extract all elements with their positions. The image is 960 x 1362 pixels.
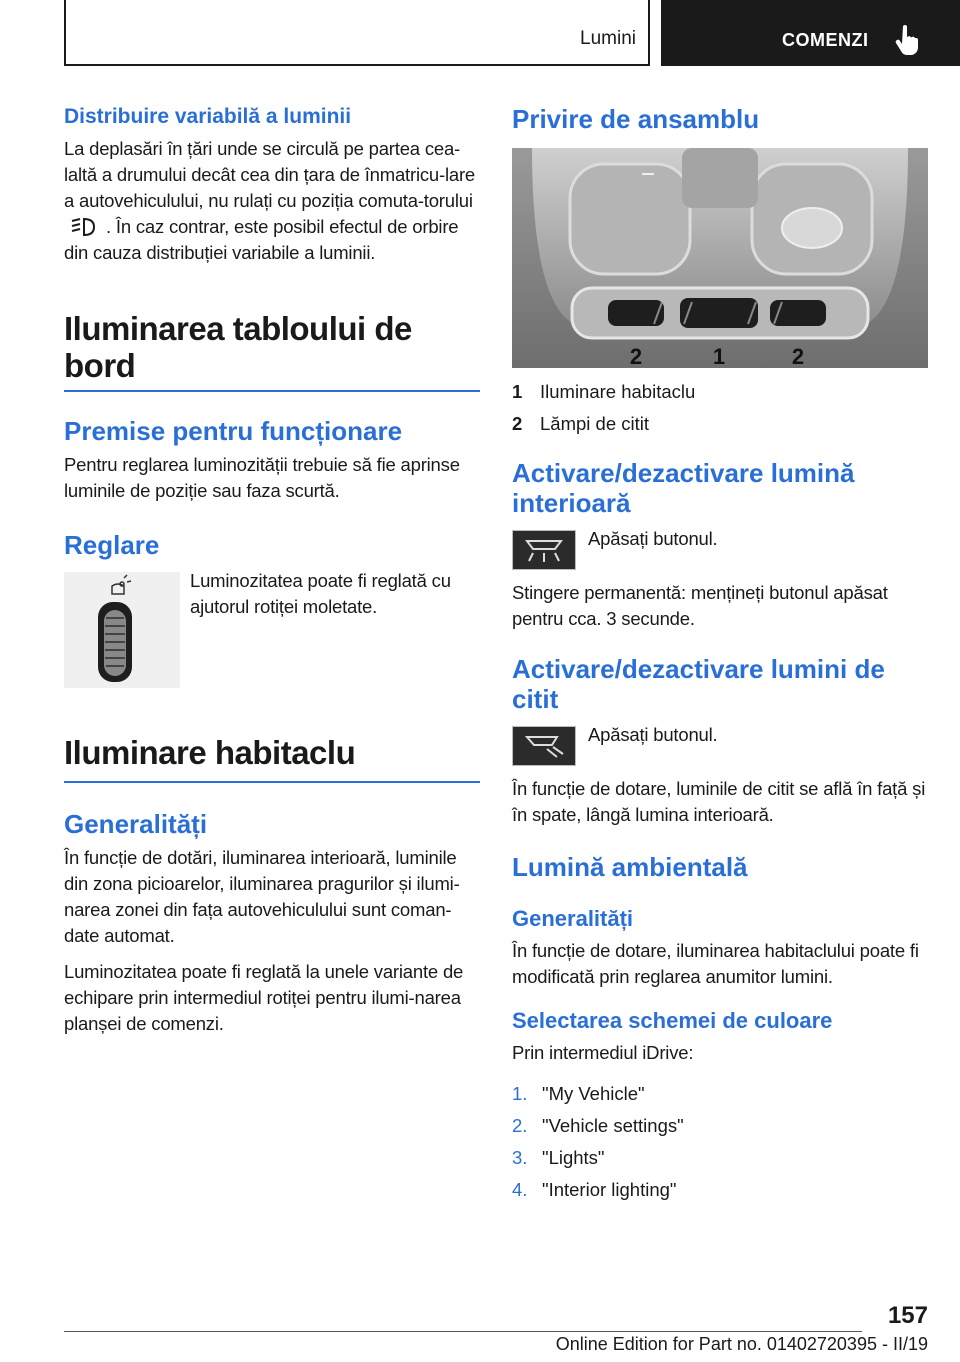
legend-item: [512, 408, 930, 440]
paragraph-premise: Pentru reglarea luminozității trebuie să fie aprinse luminile de poziție sau faza scurtă.: [64, 454, 460, 501]
legend-number: 2: [512, 413, 523, 434]
legend-item: [512, 376, 930, 408]
heading-iluminare-tablou: Iluminarea tabloului de bord: [64, 310, 480, 392]
paragraph-reglare: Luminozitatea poate fi reglată cu ajutorul rotiței moletate.: [190, 570, 451, 617]
step-number: 3.: [512, 1147, 528, 1168]
thumbwheel-icon: [64, 572, 180, 688]
reading-light-block: [512, 726, 930, 766]
interior-light-button-image: [512, 530, 576, 570]
paragraph-distribuire: [64, 136, 482, 266]
reading-light-button-image: [512, 726, 576, 766]
photo-label-right: 2: [791, 344, 805, 368]
footer-edition: Online Edition for Part no. 01402720395 - II/19: [555, 1334, 928, 1354]
heading-reglare: Reglare: [64, 530, 160, 560]
legend-text: Iluminare habitaclu: [540, 381, 696, 402]
reglare-block: [64, 572, 482, 688]
interior-light-icon: [513, 531, 575, 569]
paragraph-apasati-2: Apăsați butonul.: [588, 724, 718, 745]
paragraph-generalitati-2: Luminozitatea poate fi reglată la unele variante de echipare prin intermediul rotiței pentru ilumi-narea planșei de comenzi.: [64, 961, 464, 1034]
step-text: "Lights": [542, 1147, 605, 1168]
step-number: 1.: [512, 1083, 528, 1104]
paragraph-distribuire-a: La deplasări în țări unde se circulă pe partea cea-laltă a drumului decât cea din țara de înmatricu-lare a autovehiculului, nu rulați cu poziția comuta-torului: [64, 138, 476, 211]
step-number: 2.: [512, 1115, 528, 1136]
paragraph-ambient: În funcție de dotare, iluminarea habitaclului poate fi modificată prin reglarea anumitor lumini.: [512, 940, 919, 987]
heading-iluminare-habitaclu: Iluminare habitaclu: [64, 734, 480, 783]
footer-divider: [64, 1331, 862, 1332]
header-section-title: Lumini: [580, 28, 636, 49]
pointing-hand-icon: [894, 24, 920, 56]
photo-legend: [512, 376, 930, 440]
paragraph-distribuire-b: . În caz contrar, este posibil efectul de orbire din cauza distribuției variabile a luminii.: [64, 216, 459, 263]
step-text: "Interior lighting": [542, 1179, 677, 1200]
paragraph-generalitati-1: În funcție de dotări, iluminarea interioară, luminile din zona picioarelor, iluminarea pragurilor și ilumi-narea zonei din fața autovehiculului sunt coman-date automat.: [64, 847, 460, 946]
left-column: [64, 100, 482, 1037]
legend-text: Lămpi de citit: [540, 413, 649, 434]
headlight-switch-icon: [70, 215, 100, 237]
overhead-console-illustration: [512, 148, 928, 368]
paragraph-prin: Prin intermediul iDrive:: [512, 1042, 694, 1063]
step-item: [512, 1174, 930, 1206]
header-section-box: [64, 0, 650, 66]
reading-light-icon: [513, 727, 575, 765]
page-number: 157: [887, 1302, 928, 1329]
heading-generalitati: Generalități: [64, 809, 208, 839]
heading-generalitati-2: Generalități: [512, 906, 634, 931]
step-number: 4.: [512, 1179, 528, 1200]
heading-ambientala: Lumină ambientală: [512, 852, 748, 882]
step-item: [512, 1078, 930, 1110]
paragraph-stingere: Stingere permanentă: mențineți butonul apăsat pentru cca. 3 secunde.: [512, 582, 888, 629]
header-chapter-tab[interactable]: [661, 0, 960, 66]
step-item: [512, 1142, 930, 1174]
thumbwheel-image: [64, 572, 180, 688]
step-text: "Vehicle settings": [542, 1115, 684, 1136]
step-item: [512, 1110, 930, 1142]
heading-activare-citit: Activare/dezactivare lumini de citit: [512, 654, 885, 714]
heading-distribuire: Distribuire variabilă a luminii: [64, 105, 352, 128]
heading-activare-interioara: Activare/dezactivare lumină interioară: [512, 458, 855, 518]
chapter-tab-label: COMENZI: [782, 30, 869, 50]
photo-label-center: 1: [712, 344, 726, 368]
heading-privire: Privire de ansamblu: [512, 104, 760, 134]
interior-light-block: [512, 530, 930, 570]
heading-selectare: Selectarea schemei de culoare: [512, 1008, 833, 1033]
overhead-console-photo: [512, 148, 928, 368]
idrive-steps: [512, 1078, 930, 1206]
step-text: "My Vehicle": [542, 1083, 645, 1104]
heading-premise: Premise pentru funcționare: [64, 416, 403, 446]
right-column: [512, 100, 930, 1206]
paragraph-apasati-1: Apăsați butonul.: [588, 528, 718, 549]
paragraph-functie-citit: În funcție de dotare, luminile de citit se află în față și în spate, lângă lumina interioară.: [512, 778, 926, 825]
legend-number: 1: [512, 381, 523, 402]
photo-label-left: 2: [629, 344, 643, 368]
